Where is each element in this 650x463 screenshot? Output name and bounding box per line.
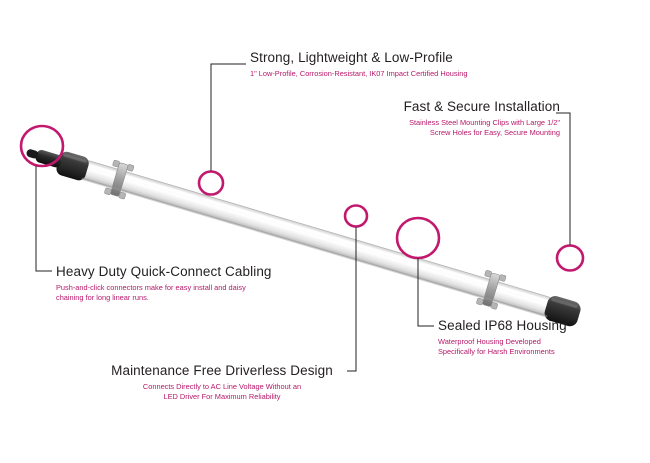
callout-subtext: 1" Low-Profile, Corrosion-Resistant, IK07 Impact Certified Housing: [250, 68, 468, 78]
callout-subtext: Stainless Steel Mounting Clips with Large 1/2" Screw Holes for Easy, Secure Mounting: [409, 117, 560, 138]
callout-subtext: Waterproof Housing Developed Specifically for Harsh Environments: [438, 336, 555, 357]
callout-title: Fast & Secure Installation: [403, 99, 560, 114]
callout-subtext: Connects Directly to AC Line Voltage Without an LED Driver For Maximum Reliability: [142, 381, 302, 402]
callout-heavy-duty-cabling: [56, 264, 272, 304]
highlight-ring-ip68: [397, 218, 439, 258]
highlight-ring-driverless: [345, 206, 367, 227]
callout-fast-secure-installation: [300, 99, 560, 139]
callout-title: Sealed IP68 Housing: [438, 318, 567, 333]
callout-subtext: Push-and-click connectors make for easy install and daisy chaining for long linear runs.: [56, 282, 246, 303]
leader-strong-lightweight: [211, 64, 246, 171]
callout-title: Maintenance Free Driverless Design: [111, 363, 333, 378]
callout-title: Strong, Lightweight & Low-Profile: [250, 50, 453, 65]
leader-heavy-duty: [36, 166, 52, 271]
highlight-ring-housing: [199, 172, 223, 195]
callout-maintenance-free: [97, 363, 347, 403]
callout-strong-lightweight: [250, 50, 467, 79]
highlight-ring-installation: [557, 246, 583, 271]
callout-title: Heavy Duty Quick-Connect Cabling: [56, 264, 272, 279]
callout-sealed-ip68-housing: [438, 318, 567, 358]
